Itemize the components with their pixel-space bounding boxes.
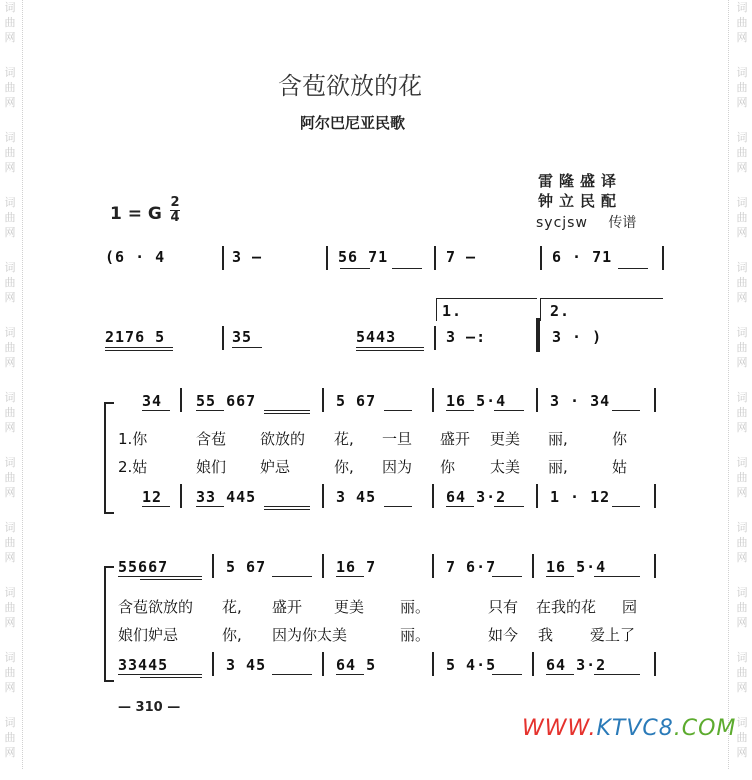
- row3-low-4: 64 3·2: [446, 488, 507, 506]
- row4-lyric1-3: 盛开: [272, 598, 303, 616]
- row2-measure-1: 2176 5: [105, 328, 166, 346]
- song-subtitle: 阿尔巴尼亚民歌: [300, 114, 406, 132]
- row3-lyric1-6: 盛开: [440, 430, 471, 448]
- row3-lyric1-1: 1.你: [118, 430, 148, 448]
- row3-lyric2-2: 娘们: [196, 458, 227, 476]
- row4-notes-1: 55667: [118, 558, 169, 576]
- row4-low-4: 5 4·5: [446, 656, 497, 674]
- row4-lyric2-6: 我: [538, 626, 554, 644]
- row4-notes-4: 7 6·7: [446, 558, 497, 576]
- row4-notes-3: 16 7: [336, 558, 377, 576]
- row3-brace: [104, 402, 114, 514]
- row4-lyric2-5: 如今: [488, 626, 519, 644]
- row3-lyric2-8: 丽,: [548, 458, 568, 476]
- arranger-credit: 钟立民配: [538, 192, 623, 210]
- row2-measure-2: 35: [232, 328, 253, 346]
- time-signature: [170, 196, 180, 225]
- row4-lyric1-4: 更美: [334, 598, 365, 616]
- row4-brace: [104, 566, 114, 682]
- row3-lyric2-1: 2.姑: [118, 458, 148, 476]
- row3-notes-2: 55 667: [196, 392, 257, 410]
- key-signature: 1 = G: [110, 204, 162, 224]
- row2-measure-4: 3 —:: [446, 328, 487, 346]
- site-watermark: [522, 716, 736, 741]
- row3-notes-3: 5 67: [336, 392, 377, 410]
- row1-measure-1: (6 · 4: [105, 248, 166, 266]
- time-signature-bottom: 4: [170, 210, 180, 225]
- row3-notes-5: 3 · 34: [550, 392, 611, 410]
- row4-low-1: 33445: [118, 656, 169, 674]
- time-signature-top: 2: [170, 195, 180, 210]
- watermark-part-a: WWW.: [522, 716, 597, 741]
- watermark-part-b: KTVC8: [596, 716, 674, 741]
- row4-notes-2: 5 67: [226, 558, 267, 576]
- row4-lyric1-6: 只有: [488, 598, 519, 616]
- row3-lyric1-4: 花,: [334, 430, 354, 448]
- transcriber-name: sycjsw: [536, 215, 588, 231]
- row3-lyric1-3: 欲放的: [260, 430, 306, 448]
- row3-lyric2-3: 妒忌: [260, 458, 291, 476]
- row4-lyric1-2: 花,: [222, 598, 242, 616]
- row3-low-1: 12: [142, 488, 163, 506]
- row3-lyric2-9: 姑: [612, 458, 628, 476]
- row3-low-2: 33 445: [196, 488, 257, 506]
- row2-measure-3: 5443: [356, 328, 397, 346]
- right-side-watermark: 词 曲 网 词 曲 网 词 曲 网 词 曲 网 词 曲 网 词 曲 网 词 曲 网 词 曲 网 词 曲 网 词 曲 网 词 曲 网 词 曲 网: [736, 1, 748, 759]
- row4-lyric2-1: 娘们妒忌: [118, 626, 179, 644]
- song-title: 含苞欲放的花: [278, 72, 422, 100]
- row3-lyric1-2: 含苞: [196, 430, 227, 448]
- row3-notes-4: 16 5·4: [446, 392, 507, 410]
- row4-notes-5: 16 5·4: [546, 558, 607, 576]
- row4-lyric2-4: 丽。: [400, 626, 431, 644]
- row3-low-5: 1 · 12: [550, 488, 611, 506]
- row4-low-2: 3 45: [226, 656, 267, 674]
- transcriber-credit: [536, 212, 636, 232]
- row3-lyric2-7: 太美: [490, 458, 521, 476]
- row2-measure-5: 3 · ): [552, 328, 603, 346]
- row1-measure-4: 7 —: [446, 248, 477, 266]
- watermark-part-c: .COM: [673, 716, 737, 741]
- row3-low-3: 3 45: [336, 488, 377, 506]
- page-number: — 310 —: [118, 700, 181, 715]
- row3-lyric2-4: 你,: [334, 458, 354, 476]
- transcribe-label: 传谱: [608, 215, 637, 231]
- row4-low-5: 64 3·2: [546, 656, 607, 674]
- row4-lyric1-7: 在我的花: [536, 598, 597, 616]
- row3-lyric1-8: 丽,: [548, 430, 568, 448]
- row4-low-3: 64 5: [336, 656, 377, 674]
- row3-lyric1-5: 一旦: [382, 430, 413, 448]
- translator-credit: 雷隆盛译: [538, 172, 623, 190]
- row3-notes-1: 34: [142, 392, 163, 410]
- row4-lyric1-1: 含苞欲放的: [118, 598, 194, 616]
- row4-lyric1-5: 丽。: [400, 598, 431, 616]
- row1-measure-2: 3 —: [232, 248, 263, 266]
- row3-lyric2-6: 你: [440, 458, 456, 476]
- row3-lyric2-5: 因为: [382, 458, 413, 476]
- row4-lyric2-2: 你,: [222, 626, 242, 644]
- row3-lyric1-9: 你: [612, 430, 628, 448]
- row1-measure-3: 56 71: [338, 248, 389, 266]
- volta-1-label: 1.: [442, 302, 463, 320]
- row3-lyric1-7: 更美: [490, 430, 521, 448]
- row4-lyric2-3: 因为你太美: [272, 626, 348, 644]
- row4-lyric2-7: 爱上了: [590, 626, 636, 644]
- volta-2-label: 2.: [550, 302, 571, 320]
- row1-measure-5: 6 · 71: [552, 248, 613, 266]
- row4-lyric1-8: 园: [622, 598, 638, 616]
- left-side-watermark: 词 曲 网 词 曲 网 词 曲 网 词 曲 网 词 曲 网 词 曲 网 词 曲 网 词 曲 网 词 曲 网 词 曲 网 词 曲 网 词 曲 网: [4, 1, 16, 759]
